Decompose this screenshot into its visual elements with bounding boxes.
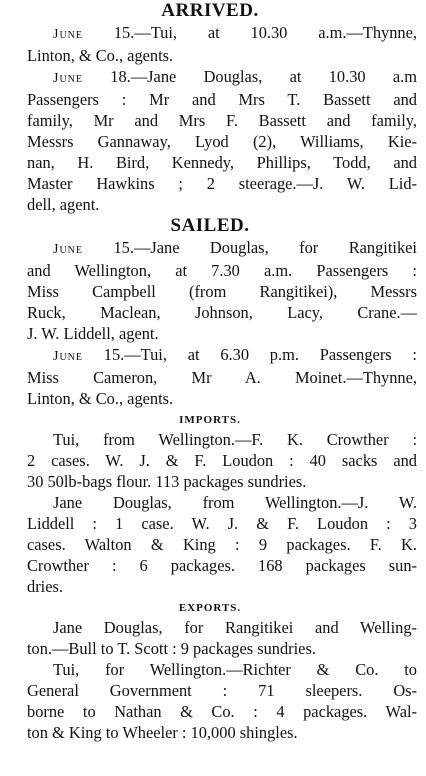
- entry-line: Linton, & Co., agents.: [27, 46, 174, 65]
- arrival-entry: [3, 22, 417, 66]
- export-entry: [3, 617, 417, 659]
- entry-line: 15.—Tui, at 6.30 p.m. Passengers :: [83, 345, 417, 364]
- entry-line: 2 cases. W. J. & F. Loudon : 40 sacks and: [27, 451, 417, 470]
- entry-line: Crowther : 6 packages. 168 packages sun-: [27, 556, 417, 575]
- entry-line: Tui, for Wellington.—Richter & Co. to: [53, 660, 417, 679]
- entry-line: 18.—Jane Douglas, at 10.30 a.m: [83, 67, 417, 86]
- entry-line: General Government : 71 sleepers. Os-: [27, 681, 417, 700]
- entry-line: Ruck, Maclean, Johnson, Lacy, Crane.—: [27, 303, 417, 322]
- entry-line: Jane Douglas, from Wellington.—J. W.: [53, 493, 417, 512]
- sailing-entry: [3, 344, 417, 409]
- entry-line: 15.—Jane Douglas, for Rangitikei: [83, 238, 417, 257]
- entry-line: ton & King to Wheeler : 10,000 shingles.: [27, 723, 298, 742]
- section-heading-exports: EXPORTS.: [178, 602, 242, 614]
- entry-line: Linton, & Co., agents.: [27, 389, 174, 408]
- entry-line: 30 50lb-bags flour. 113 packages sundries.: [27, 472, 307, 491]
- sailing-entry: [3, 237, 417, 344]
- section-heading-arrived: ARRIVED.: [161, 0, 259, 21]
- entry-line: cases. Walton & King : 9 packages. F. K.: [27, 535, 417, 554]
- entry-line: Miss Cameron, Mr A. Moinet.—Thynne,: [27, 368, 417, 387]
- entry-date: June: [53, 242, 83, 257]
- entry-date: June: [53, 349, 83, 364]
- entry-date: June: [53, 27, 83, 42]
- import-entry: [3, 492, 417, 597]
- entry-line: 15.—Tui, at 10.30 a.m.—Thynne,: [83, 23, 417, 42]
- arrival-entry: [3, 66, 417, 215]
- section-heading-sailed: SAILED.: [170, 215, 250, 236]
- entry-line: borne to Nathan & Co. : 4 packages. Wal-: [27, 702, 417, 721]
- entry-line: dell, agent.: [27, 195, 100, 214]
- entry-line: Jane Douglas, for Rangitikei and Welling-: [53, 618, 417, 637]
- section-heading-imports: IMPORTS.: [179, 414, 241, 426]
- entry-line: Miss Campbell (from Rangitikei), Messrs: [27, 282, 417, 301]
- import-entry: [3, 429, 417, 492]
- entry-line: family, Mr and Mrs F. Bassett and family,: [27, 111, 417, 130]
- entry-line: Master Hawkins ; 2 steerage.—J. W. Lid-: [27, 174, 417, 193]
- entry-line: nan, H. Bird, Kennedy, Phillips, Todd, and: [27, 153, 417, 172]
- entry-line: Liddell : 1 case. W. J. & F. Loudon : 3: [27, 514, 417, 533]
- entry-line: Messrs Gannaway, Lyod (2), Williams, Kie-: [27, 132, 417, 151]
- entry-line: J. W. Liddell, agent.: [27, 324, 159, 343]
- entry-line: Passengers : Mr and Mrs T. Bassett and: [27, 90, 417, 109]
- entry-line: ton.—Bull to T. Scott : 9 packages sundries.: [27, 639, 316, 658]
- entry-line: and Wellington, at 7.30 a.m. Passengers :: [27, 261, 417, 280]
- entry-line: Tui, from Wellington.—F. K. Crowther :: [53, 430, 417, 449]
- entry-date: June: [53, 71, 83, 86]
- export-entry: [3, 659, 417, 743]
- entry-line: dries.: [27, 577, 63, 596]
